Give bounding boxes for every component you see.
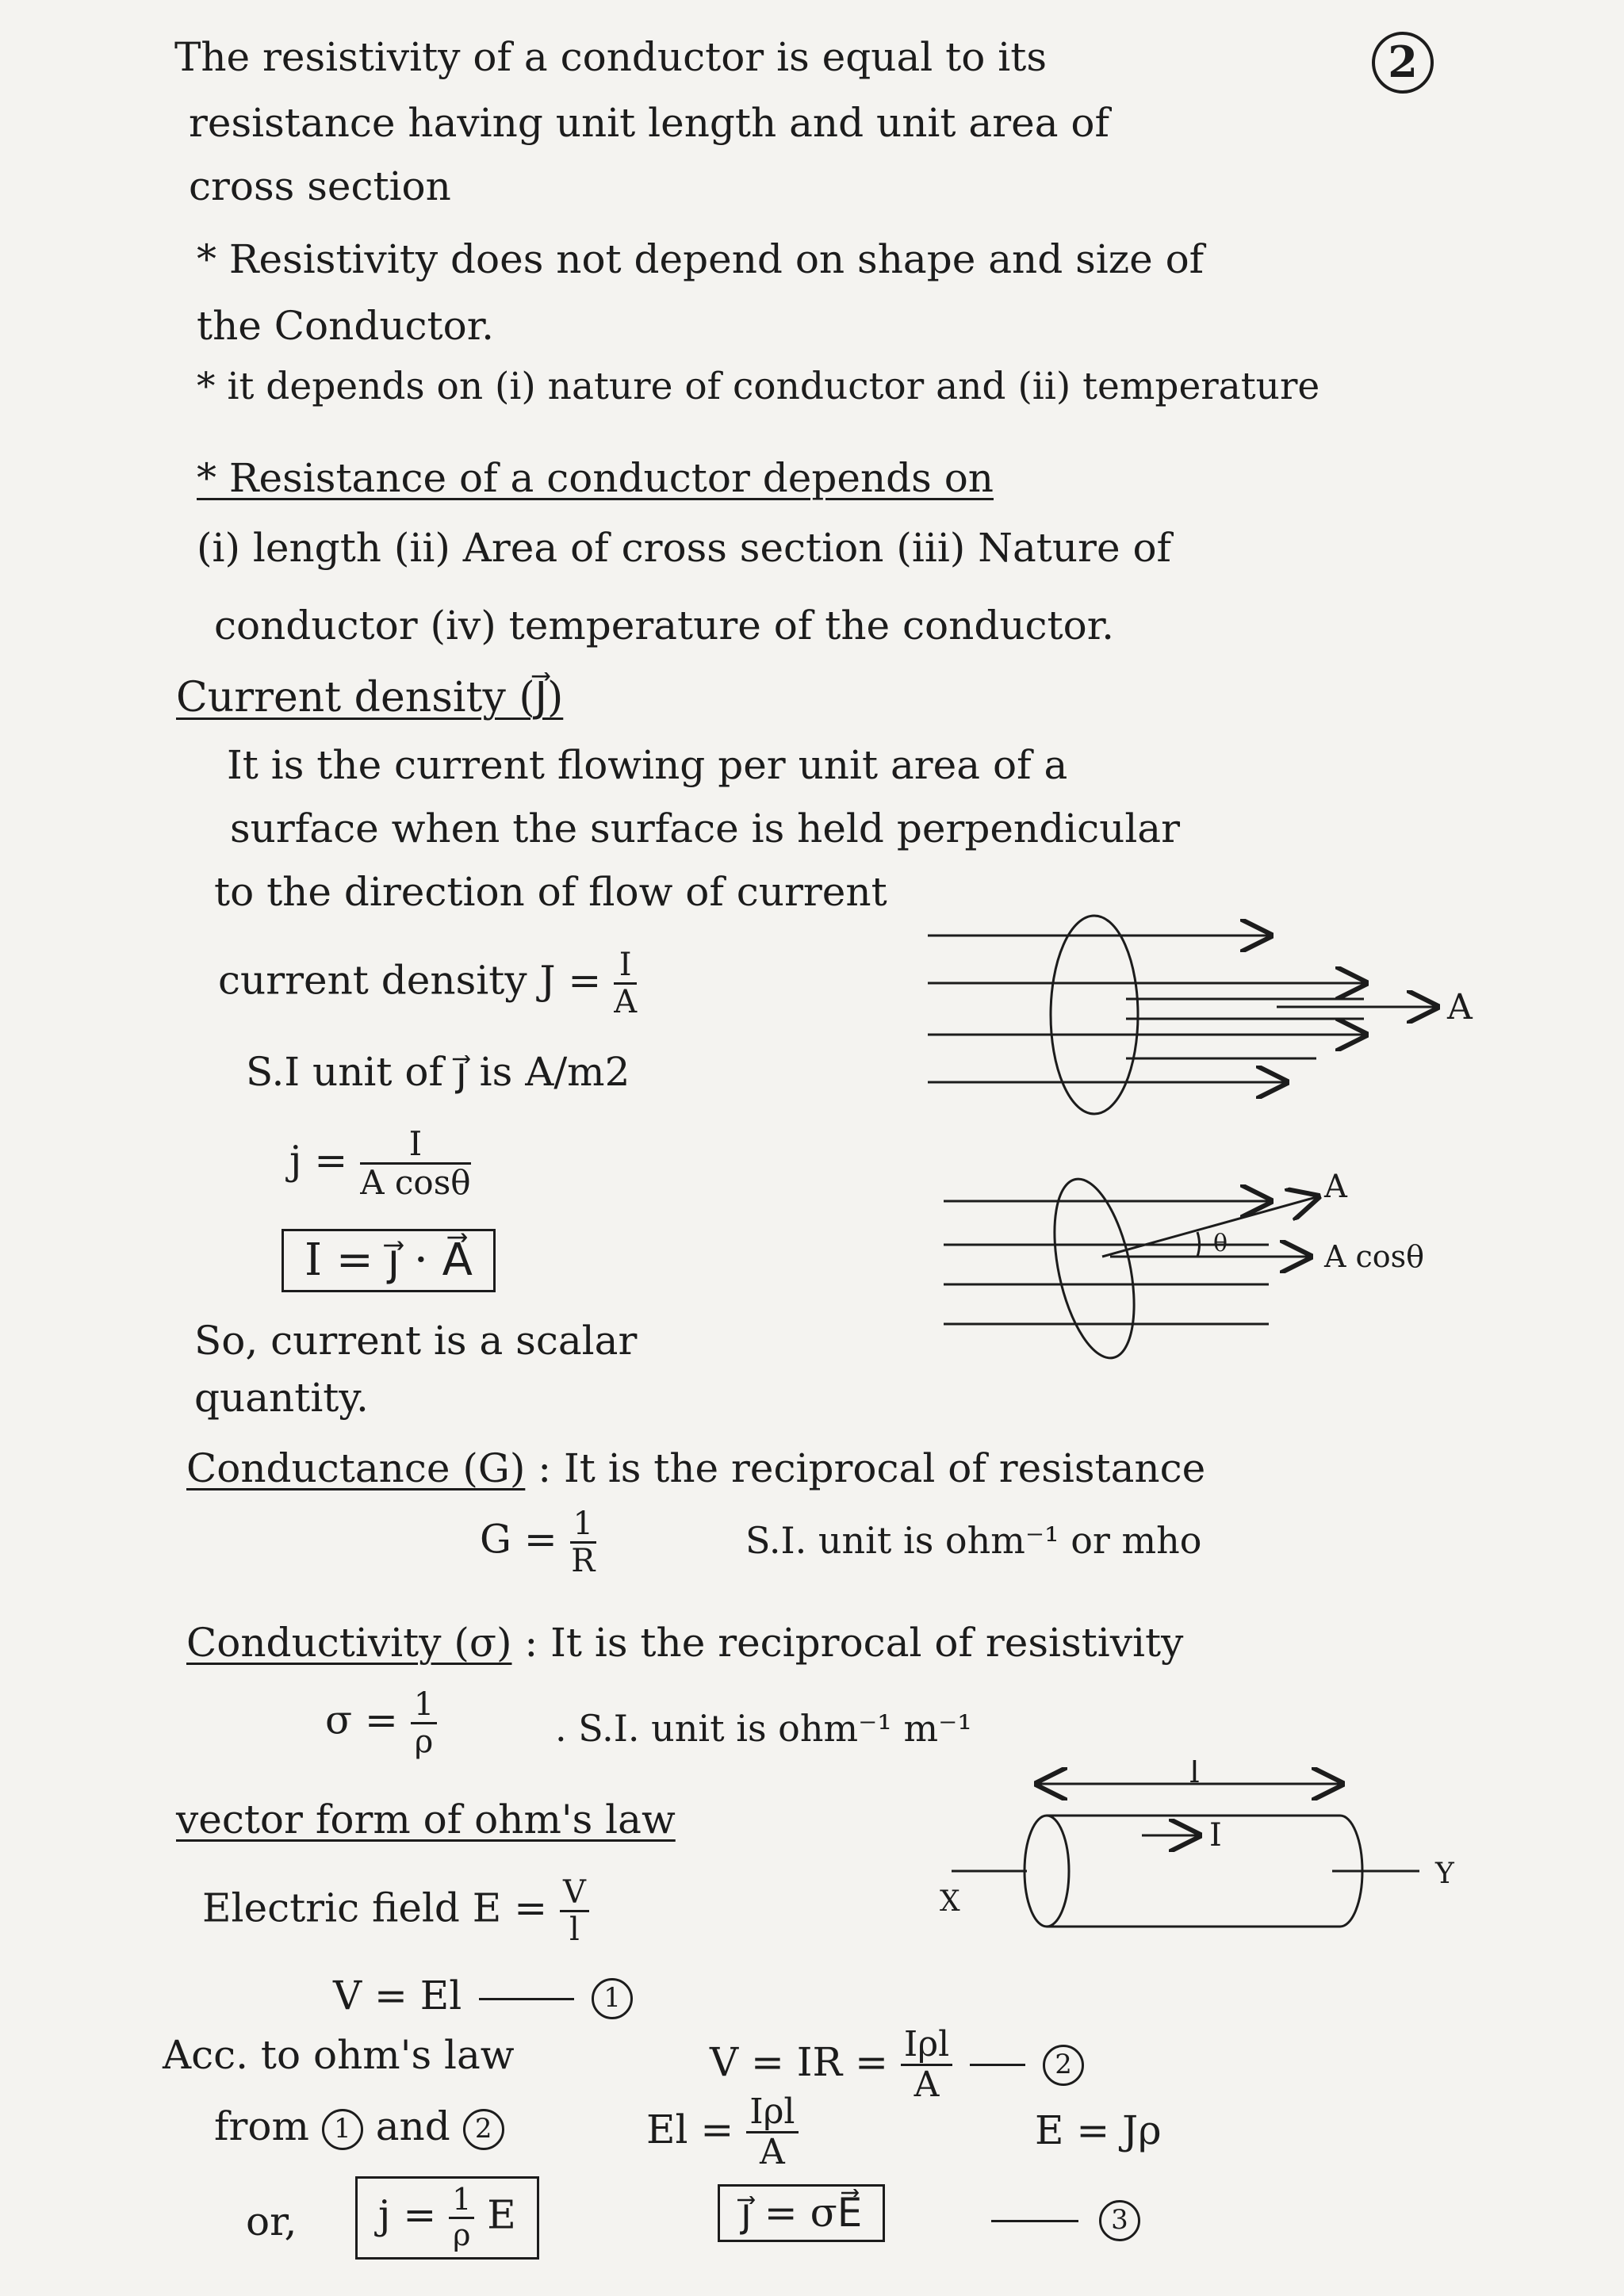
intro-line-2: resistance having unit length and unit area of: [189, 100, 1110, 146]
current-density-def-2: surface when the surface is held perpendicular: [230, 806, 1181, 851]
a-cos-theta-label: A cosθ: [1324, 1239, 1425, 1274]
page-number-circle: 2: [1372, 32, 1434, 94]
boxed-final-scalar-equation: [355, 2176, 539, 2260]
acc-ohms-law-label: Acc. to ohm's law: [163, 2032, 515, 2078]
cylinder-conductor-diagram: [928, 1760, 1499, 1942]
from-tag-1: 1: [322, 2109, 363, 2150]
eq2-tag: 2: [1043, 2045, 1084, 2086]
fraction-numerator: 1: [570, 1506, 596, 1544]
conductivity-line: [186, 1621, 1183, 1665]
current-density-heading: Current density (J⃗): [176, 674, 564, 721]
current-density-def-1: It is the current flowing per unit area of a: [227, 742, 1068, 788]
intro-line-3: cross section: [189, 163, 451, 209]
eq2-leader-line: [970, 2064, 1025, 2066]
note-factors-line-1: (i) length (ii) Area of cross section (iii) Nature of: [197, 525, 1172, 571]
eq1-tag: 1: [592, 1978, 633, 2019]
fraction-denominator: l: [569, 1911, 580, 1948]
formula-label: current density J =: [218, 957, 602, 1004]
conductance-line: [186, 1447, 1205, 1490]
note-conductor: the Conductor.: [197, 303, 495, 349]
note-depends-on: * it depends on (i) nature of conductor and (ii) temperature: [197, 365, 1320, 408]
current-density-formula: [218, 947, 637, 1020]
fraction-denominator: A: [914, 2064, 940, 2106]
ohms-law-heading: vector form of ohm's law: [176, 1797, 676, 1843]
el-equation: [646, 2093, 799, 2172]
from-and: and: [375, 2103, 450, 2149]
final-rhs: E: [487, 2191, 516, 2238]
length-label: l: [1189, 1760, 1200, 1790]
conductance-formula: [480, 1506, 596, 1578]
fraction-denominator: A: [614, 984, 638, 1020]
from-label: from: [214, 2103, 309, 2149]
fraction-numerator: I: [614, 947, 637, 985]
eq1-leader-line: [479, 1998, 574, 2000]
scalar-line-1: So, current is a scalar: [194, 1318, 638, 1364]
final-lhs: j =: [378, 2191, 437, 2238]
fraction-denominator: A: [759, 2132, 785, 2173]
fraction-numerator: Iρl: [746, 2093, 798, 2133]
efield-lhs: Electric field E =: [202, 1885, 548, 1931]
boxed-final-vector-equation: j⃗ = σE⃗: [718, 2184, 885, 2242]
x-end-label: X: [940, 1885, 960, 1918]
note-resistance-depends: * Resistance of a conductor depends on: [197, 455, 994, 501]
perpendicular-surface-diagram: [920, 904, 1491, 1142]
inclined-area-label: A: [1324, 1169, 1347, 1205]
e-equals-j-rho: E = Jρ: [1035, 2107, 1162, 2153]
current-density-def-3: to the direction of flow of current: [214, 869, 887, 915]
fraction-numerator: 1: [449, 2183, 474, 2219]
final-fraction: [449, 2183, 474, 2252]
inclined-surface-diagram: [936, 1165, 1507, 1372]
conductance-heading: Conductance (G): [186, 1445, 526, 1491]
intro-line-1: The resistivity of a conductor is equal to its: [174, 34, 1047, 80]
conductivity-si-unit: . S.I. unit is ohm⁻¹ m⁻¹: [555, 1707, 972, 1750]
j-lhs: j =: [289, 1137, 348, 1184]
area-vector-label: A: [1447, 987, 1473, 1027]
conductance-fraction: [570, 1506, 596, 1578]
final-tag: 3: [1099, 2200, 1140, 2241]
eq2-fraction: [901, 2026, 952, 2105]
fraction-denominator: R: [571, 1543, 596, 1579]
conductance-si-unit: S.I. unit is ohm⁻¹ or mho: [745, 1519, 1202, 1562]
electric-field-formula: [202, 1875, 589, 1947]
note-factors-line-2: conductor (iv) temperature of the conductor.: [214, 603, 1115, 649]
fraction-numerator: I: [360, 1126, 470, 1165]
or-label: or,: [246, 2198, 297, 2244]
conductance-lhs: G =: [480, 1516, 557, 1563]
fraction-denominator: ρ: [414, 1724, 434, 1760]
j-fraction: [360, 1126, 470, 1201]
equation-1: [333, 1974, 633, 2019]
el-lhs: El =: [646, 2106, 734, 2152]
efield-fraction: [560, 1875, 589, 1947]
fraction-denominator: ρ: [453, 2217, 471, 2252]
eq2-lhs: V = IR =: [710, 2038, 888, 2085]
scalar-line-2: quantity.: [194, 1375, 369, 1421]
fraction-numerator: Iρl: [901, 2026, 952, 2066]
final-leader-line: [991, 2220, 1078, 2222]
final-tag-line: [983, 2196, 1140, 2241]
from-line: [214, 2105, 504, 2150]
conductivity-lhs: σ =: [325, 1697, 398, 1743]
el-fraction: [746, 2093, 798, 2172]
fraction-numerator: 1: [411, 1687, 437, 1724]
conductance-definition: : It is the reciprocal of resistance: [538, 1445, 1206, 1491]
conductivity-heading: Conductivity (σ): [186, 1620, 512, 1666]
current-label: I: [1209, 1817, 1222, 1854]
fraction-numerator: V: [560, 1875, 589, 1912]
fraction-denominator: A cosθ: [360, 1163, 471, 1203]
note-shape-size: * Resistivity does not depend on shape and size of: [197, 236, 1205, 282]
conductivity-fraction: [411, 1687, 437, 1759]
y-end-label: Y: [1435, 1858, 1454, 1890]
boxed-dot-product-equation: I = j⃗ · A⃗: [282, 1229, 496, 1292]
conductivity-definition: : It is the reciprocal of resistivity: [524, 1620, 1184, 1666]
conductivity-formula: [325, 1687, 437, 1759]
current-density-si-unit: S.I unit of j⃗ is A/m2: [246, 1049, 630, 1095]
theta-label: θ: [1213, 1230, 1228, 1257]
eq1-text: V = El: [333, 1973, 462, 2019]
formula-fraction: [614, 947, 637, 1020]
j-acos-formula: [289, 1126, 471, 1201]
from-tag-2: 2: [463, 2109, 504, 2150]
